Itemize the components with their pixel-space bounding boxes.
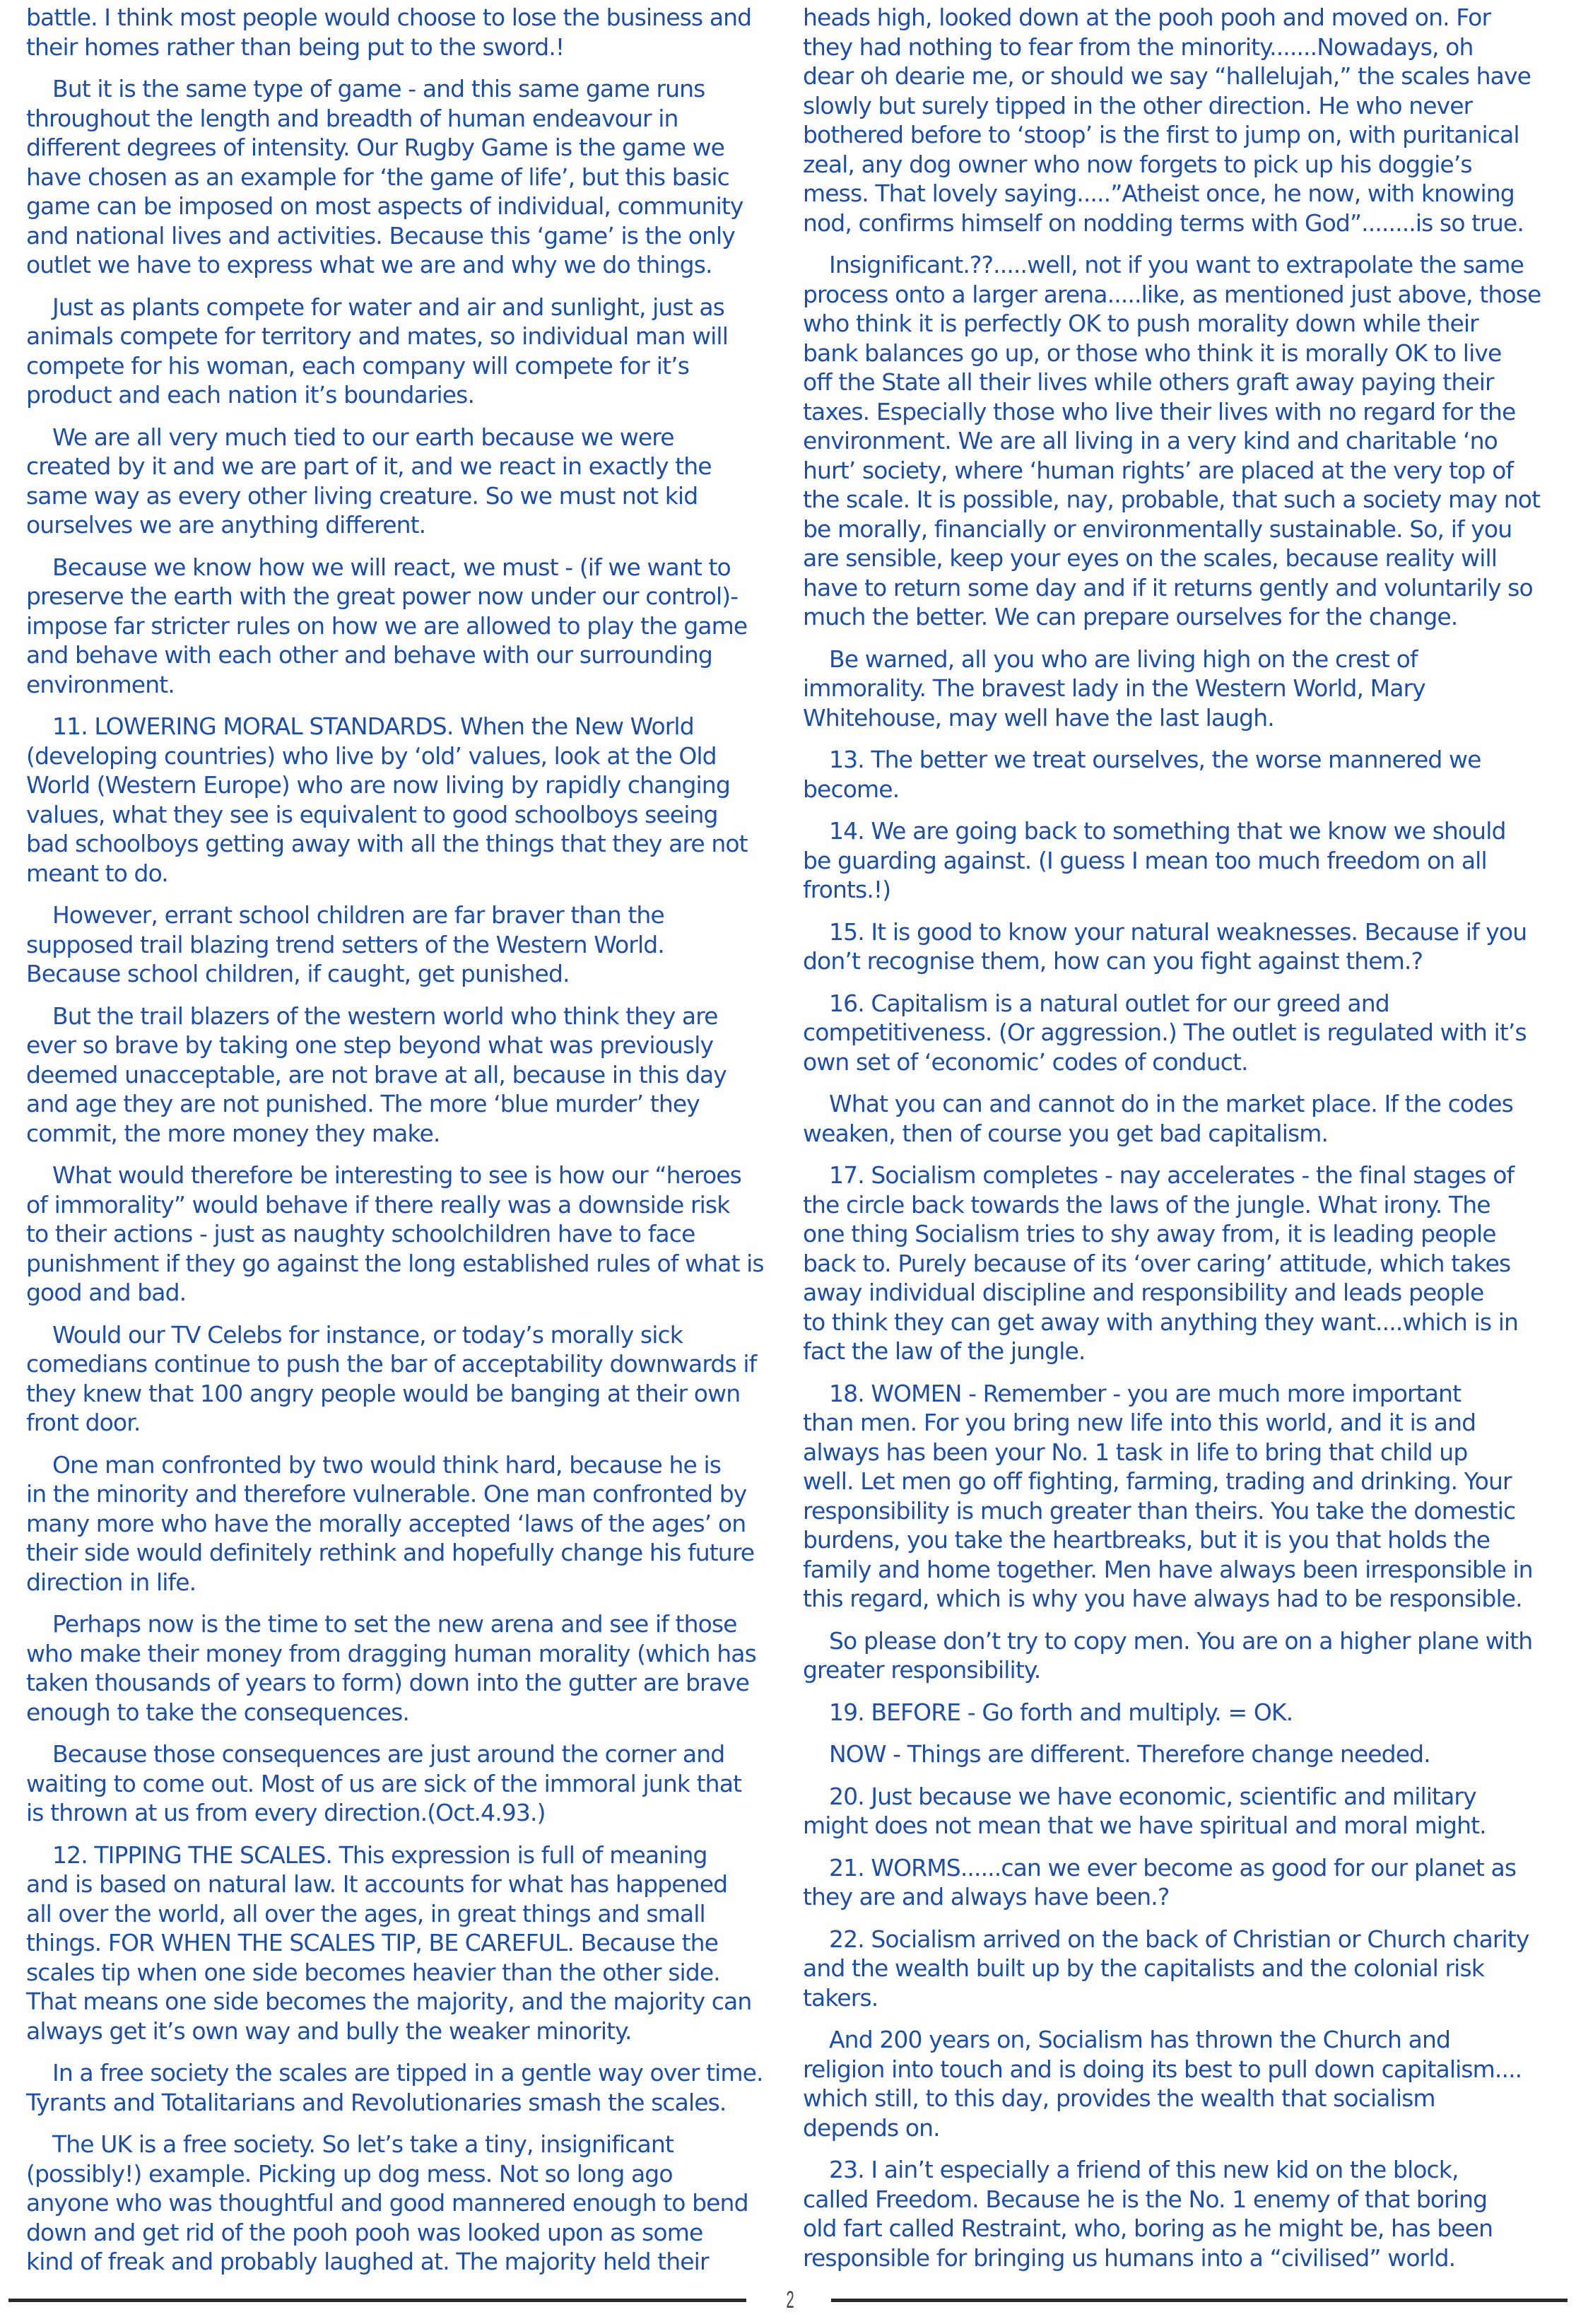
paragraph xyxy=(803,645,1559,733)
text-line: same way as every other living creature. So we must not kid xyxy=(26,481,698,510)
paragraph xyxy=(26,1002,782,1149)
text-line: which still, to this day, provides the wealth that socialism xyxy=(803,2084,1435,2112)
text-line: and behave with each other and behave with our surrounding xyxy=(26,641,712,669)
text-line: 17. Socialism completes - nay accelerates - the final stages of xyxy=(829,1161,1515,1189)
paragraph xyxy=(803,1782,1559,1841)
text-line: ourselves we are anything different. xyxy=(26,511,426,539)
text-line: burdens, you take the heartbreaks, but it is you that holds the xyxy=(803,1526,1490,1554)
paragraph xyxy=(26,2130,782,2277)
paragraph xyxy=(26,1320,782,1438)
text-line: 23. I ain’t especially a friend of this new kid on the block, xyxy=(829,2156,1459,2183)
paragraph xyxy=(26,1161,782,1308)
text-line: and is based on natural law. It accounts for what has happened xyxy=(26,1870,728,1898)
page-number: 2 xyxy=(786,2287,794,2313)
text-line: they knew that 100 angry people would be banging at their own xyxy=(26,1379,741,1407)
text-line: comedians continue to push the bar of acceptability downwards if xyxy=(26,1350,757,1378)
text-line: than men. For you bring new life into this world, and it is and xyxy=(803,1409,1476,1436)
text-line: hurt’ society, where ‘human rights’ are placed at the very top of xyxy=(803,456,1514,484)
text-line: taken thousands of years to form) down into the gutter are brave xyxy=(26,1669,750,1696)
text-line: heads high, looked down at the pooh pooh and moved on. For xyxy=(803,4,1491,31)
text-line: always get it’s own way and bully the weaker minority. xyxy=(26,2017,632,2045)
text-line: this regard, which is why you have always had to be responsible. xyxy=(803,1585,1522,1612)
text-line: the scale. It is possible, nay, probable, that such a society may not xyxy=(803,486,1541,513)
text-line: 20. Just because we have economic, scientific and military xyxy=(829,1782,1476,1810)
text-line: who think it is perfectly OK to push morality down while their xyxy=(803,310,1478,337)
text-line: throughout the length and breadth of human endeavour in xyxy=(26,104,678,132)
text-line: might does not mean that we have spiritual and moral might. xyxy=(803,1812,1486,1839)
paragraph xyxy=(803,917,1559,976)
text-line: Whitehouse, may well have the last laugh. xyxy=(803,703,1274,732)
paragraph xyxy=(26,293,782,410)
text-line: waiting to come out. Most of us are sick of the immoral junk that xyxy=(26,1769,742,1797)
paragraph xyxy=(26,3,782,61)
text-line: to think they can get away with anything they want....which is in xyxy=(803,1308,1519,1336)
text-line: meant to do. xyxy=(26,859,168,887)
text-line: enough to take the consequences. xyxy=(26,1698,409,1726)
text-line: 12. TIPPING THE SCALES. This expression is full of meaning xyxy=(52,1841,707,1869)
text-line: Perhaps now is the time to set the new arena and see if those xyxy=(52,1610,737,1638)
text-line: 18. WOMEN - Remember - you are much more important xyxy=(829,1379,1462,1407)
paragraph xyxy=(26,1450,782,1597)
text-line: However, errant school children are far braver than the xyxy=(52,901,664,929)
text-line: and age they are not punished. The more ‘blue murder’ they xyxy=(26,1090,700,1117)
text-line: and the wealth built up by the capitalists and the colonial risk xyxy=(803,1954,1484,1982)
text-line: Because school children, if caught, get punished. xyxy=(26,960,570,987)
text-line: 15. It is good to know your natural weaknesses. Because if you xyxy=(829,917,1527,946)
text-line: Just as plants compete for water and air and sunlight, just as xyxy=(52,293,724,321)
text-line: in the minority and therefore vulnerable. One man confronted by xyxy=(26,1480,747,1508)
text-line: created by it and we are part of it, and we react in exactly the xyxy=(26,452,712,480)
text-line: Because we know how we will react, we must - (if we want to xyxy=(52,553,731,581)
text-line: And 200 years on, Socialism has thrown the Church and xyxy=(829,2026,1451,2053)
text-line: Because those consequences are just around the corner and xyxy=(52,1740,725,1768)
text-line: all over the world, all over the ages, in great things and small xyxy=(26,1899,705,1927)
text-line: and national lives and activities. Because this ‘game’ is the only xyxy=(26,221,735,250)
paragraph xyxy=(803,816,1559,905)
text-line: responsibility is much greater than theirs. You take the domestic xyxy=(803,1496,1516,1525)
paragraph xyxy=(803,1626,1559,1685)
text-line: have chosen as an example for ‘the game of life’, but this basic xyxy=(26,163,729,191)
text-line: direction in life. xyxy=(26,1568,196,1596)
text-line: always has been your No. 1 task in life to bring that child up xyxy=(803,1438,1468,1466)
text-line: different degrees of intensity. Our Rugby Game is the game we xyxy=(26,134,725,161)
text-line: One man confronted by two would think hard, because he is xyxy=(52,1450,722,1479)
text-line: product and each nation it’s boundaries. xyxy=(26,381,475,409)
text-line: (possibly!) example. Picking up dog mess. Not so long ago xyxy=(26,2159,673,2188)
text-line: scales tip when one side becomes heavier than the other side. xyxy=(26,1958,720,1986)
text-line: fronts.!) xyxy=(803,876,891,903)
text-line: takers. xyxy=(803,1983,878,2012)
paragraph xyxy=(803,1925,1559,2013)
text-line: 21. WORMS......can we ever become as good for our planet as xyxy=(829,1853,1517,1882)
paragraph xyxy=(26,423,782,540)
paragraph xyxy=(26,1841,782,2046)
text-line: are sensible, keep your eyes on the scales, because reality will xyxy=(803,544,1498,572)
text-line: to their actions - just as naughty schoolchildren have to face xyxy=(26,1220,695,1248)
paragraph xyxy=(803,1853,1559,1912)
text-line: zeal, any dog owner who now forgets to pick up his doggie’s xyxy=(803,150,1472,178)
paragraph xyxy=(803,2025,1559,2142)
text-line: don’t recognise them, how can you fight against them.? xyxy=(803,947,1423,975)
text-line: But it is the same type of game - and this same game runs xyxy=(52,75,705,102)
text-line: That means one side becomes the majority, and the majority can xyxy=(26,1988,752,2015)
text-line: process onto a larger arena.....like, as mentioned just above, those xyxy=(803,280,1541,308)
paragraph xyxy=(26,712,782,888)
text-line: 16. Capitalism is a natural outlet for our greed and xyxy=(829,989,1389,1017)
paragraph xyxy=(803,1089,1559,1148)
text-line: Tyrants and Totalitarians and Revolutionaries smash the scales. xyxy=(26,2088,727,2116)
text-line: The UK is a free society. So let’s take a tiny, insignificant xyxy=(52,2130,674,2158)
text-line: they had nothing to fear from the minority.......Nowadays, oh xyxy=(803,33,1474,61)
text-line: slowly but surely tipped in the other direction. He who never xyxy=(803,91,1473,119)
text-line: kind of freak and probably laughed at. The majority held their xyxy=(26,2248,709,2275)
text-line: weaken, then of course you get bad capitalism. xyxy=(803,1119,1329,1147)
text-line: mess. That lovely saying.....”Atheist once, he now, with knowing xyxy=(803,180,1515,207)
paragraph xyxy=(803,1739,1559,1769)
text-line: nod, confirms himself on nodding terms with God”........is so true. xyxy=(803,209,1524,237)
paragraph xyxy=(803,989,1559,1077)
text-line: front door. xyxy=(26,1409,141,1436)
footer-rule-right xyxy=(831,2299,1568,2302)
text-line: the circle back towards the laws of the jungle. What irony. The xyxy=(803,1190,1490,1219)
text-line: deemed unacceptable, are not brave at all, because in this day xyxy=(26,1060,727,1088)
text-line: In a free society the scales are tipped in a gentle way over time. xyxy=(52,2059,763,2087)
text-line: So please don’t try to copy men. You are on a higher plane with xyxy=(829,1626,1533,1655)
text-line: environment. We are all living in a very kind and charitable ‘no xyxy=(803,427,1498,454)
paragraph xyxy=(26,2058,782,2117)
text-line: one thing Socialism tries to shy away from, it is leading people xyxy=(803,1220,1496,1248)
text-line: religion into touch and is doing its best to pull down capitalism.... xyxy=(803,2055,1522,2083)
text-line: their homes rather than being put to the sword.! xyxy=(26,33,565,61)
text-line: much the better. We can prepare ourselves for the change. xyxy=(803,603,1458,630)
text-line: animals compete for territory and mates, so individual man will xyxy=(26,322,728,350)
text-line: What you can and cannot do in the market place. If the codes xyxy=(829,1090,1513,1117)
text-line: their side would definitely rethink and hopefully change his future xyxy=(26,1539,755,1566)
text-line: environment. xyxy=(26,670,175,698)
text-line: depends on. xyxy=(803,2113,940,2142)
text-line: become. xyxy=(803,775,900,803)
text-line: bothered before to ‘stoop’ is the first to jump on, with puritanical xyxy=(803,121,1519,148)
text-line: NOW - Things are different. Therefore change needed. xyxy=(829,1740,1430,1768)
text-line: Insignificant.??.....well, not if you want to extrapolate the same xyxy=(829,251,1524,278)
text-line: 22. Socialism arrived on the back of Christian or Church charity xyxy=(829,1925,1529,1953)
text-line: game can be imposed on most aspects of individual, community xyxy=(26,192,743,220)
text-line: down and get rid of the pooh pooh was looked upon as some xyxy=(26,2218,703,2246)
paragraph xyxy=(803,2155,1559,2272)
text-line: fact the law of the jungle. xyxy=(803,1337,1086,1365)
footer-rule-left xyxy=(8,2299,746,2302)
text-line: battle. I think most people would choose to lose the business and xyxy=(26,4,752,31)
text-line: is thrown at us from every direction.(Oct.4.93.) xyxy=(26,1799,546,1826)
text-line: immorality. The bravest lady in the Western World, Mary xyxy=(803,674,1425,702)
text-line: dear oh dearie me, or should we say “hallelujah,” the scales have xyxy=(803,62,1531,90)
text-line: World (Western Europe) who are now living by rapidly changing xyxy=(26,771,730,799)
text-line: family and home together. Men have always been irresponsible in xyxy=(803,1555,1533,1583)
paragraph xyxy=(803,3,1559,237)
paragraph xyxy=(26,900,782,989)
text-line: values, what they see is equivalent to good schoolboys seeing xyxy=(26,800,718,828)
text-line: preserve the earth with the great power now under our control)- xyxy=(26,582,739,610)
text-line: What would therefore be interesting to see is how our “heroes xyxy=(52,1161,741,1189)
text-line: (developing countries) who live by ‘old’ values, look at the Old xyxy=(26,741,717,770)
text-line: be guarding against. (I guess I mean too much freedom on all xyxy=(803,846,1487,874)
text-line: supposed trail blazing trend setters of the Western World. xyxy=(26,930,664,958)
text-line: be morally, financially or environmentally sustainable. So, if you xyxy=(803,515,1512,543)
paragraph xyxy=(803,745,1559,804)
text-line: anyone who was thoughtful and good mannered enough to bend xyxy=(26,2189,748,2217)
text-line: have to return some day and if it returns gently and voluntarily so xyxy=(803,573,1533,601)
text-line: ever so brave by taking one step beyond what was previously xyxy=(26,1031,714,1059)
text-line: punishment if they go against the long established rules of what is xyxy=(26,1249,764,1277)
text-line: greater responsibility. xyxy=(803,1656,1041,1684)
text-line: things. FOR WHEN THE SCALES TIP, BE CAREFUL. Because the xyxy=(26,1929,719,1956)
paragraph xyxy=(26,553,782,700)
page-footer xyxy=(0,2287,1576,2315)
text-line: old fart called Restraint, who, boring as he might be, has been xyxy=(803,2214,1493,2242)
text-line: responsible for bringing us humans into a “civilised” world. xyxy=(803,2243,1456,2272)
text-line: well. Let men go off fighting, farming, trading and drinking. Your xyxy=(803,1467,1512,1495)
text-line: of immorality” would behave if there really was a downside risk xyxy=(26,1190,730,1219)
text-column-left xyxy=(26,3,782,2289)
paragraph xyxy=(803,1698,1559,1727)
text-line: 11. LOWERING MORAL STANDARDS. When the New World xyxy=(52,712,694,740)
paragraph xyxy=(803,250,1559,632)
text-line: called Freedom. Because he is the No. 1 enemy of that boring xyxy=(803,2185,1488,2213)
text-line: We are all very much tied to our earth because we were xyxy=(52,423,674,451)
text-line: they are and always have been.? xyxy=(803,1883,1170,1911)
text-line: commit, the more money they make. xyxy=(26,1119,440,1147)
text-line: off the State all their lives while others graft away paying their xyxy=(803,368,1494,396)
paragraph xyxy=(26,74,782,280)
text-line: many more who have the morally accepted ‘laws of the ages’ on xyxy=(26,1509,746,1537)
paragraph xyxy=(803,1161,1559,1366)
paragraph xyxy=(26,1739,782,1828)
text-line: own set of ‘economic’ codes of conduct. xyxy=(803,1047,1248,1076)
paragraph xyxy=(803,1379,1559,1614)
text-line: bad schoolboys getting away with all the things that they are not xyxy=(26,830,748,857)
text-line: outlet we have to express what we are and why we do things. xyxy=(26,251,712,278)
text-line: taxes. Especially those who live their lives with no regard for the xyxy=(803,397,1516,426)
text-line: 19. BEFORE - Go forth and multiply. = OK. xyxy=(829,1698,1293,1726)
text-line: But the trail blazers of the western world who think they are xyxy=(52,1002,718,1030)
text-line: competitiveness. (Or aggression.) The outlet is regulated with it’s xyxy=(803,1019,1527,1046)
text-line: compete for his woman, each company will compete for it’s xyxy=(26,351,689,380)
text-line: who make their money from dragging human morality (which has xyxy=(26,1639,756,1667)
text-line: away individual discipline and responsibility and leads people xyxy=(803,1279,1484,1306)
paragraph xyxy=(26,1609,782,1727)
text-line: Be warned, all you who are living high on the crest of xyxy=(829,645,1418,673)
text-line: impose far stricter rules on how we are allowed to play the game xyxy=(26,611,748,640)
text-line: good and bad. xyxy=(26,1279,187,1306)
text-line: back to. Purely because of its ‘over caring’ attitude, which takes xyxy=(803,1249,1511,1277)
text-column-right xyxy=(803,3,1559,2285)
text-line: 13. The better we treat ourselves, the worse mannered we xyxy=(829,746,1481,773)
text-line: 14. We are going back to something that we know we should xyxy=(829,817,1506,845)
text-line: Would our TV Celebs for instance, or today’s morally sick xyxy=(52,1320,683,1349)
text-line: bank balances go up, or those who think it is morally OK to live xyxy=(803,339,1502,367)
